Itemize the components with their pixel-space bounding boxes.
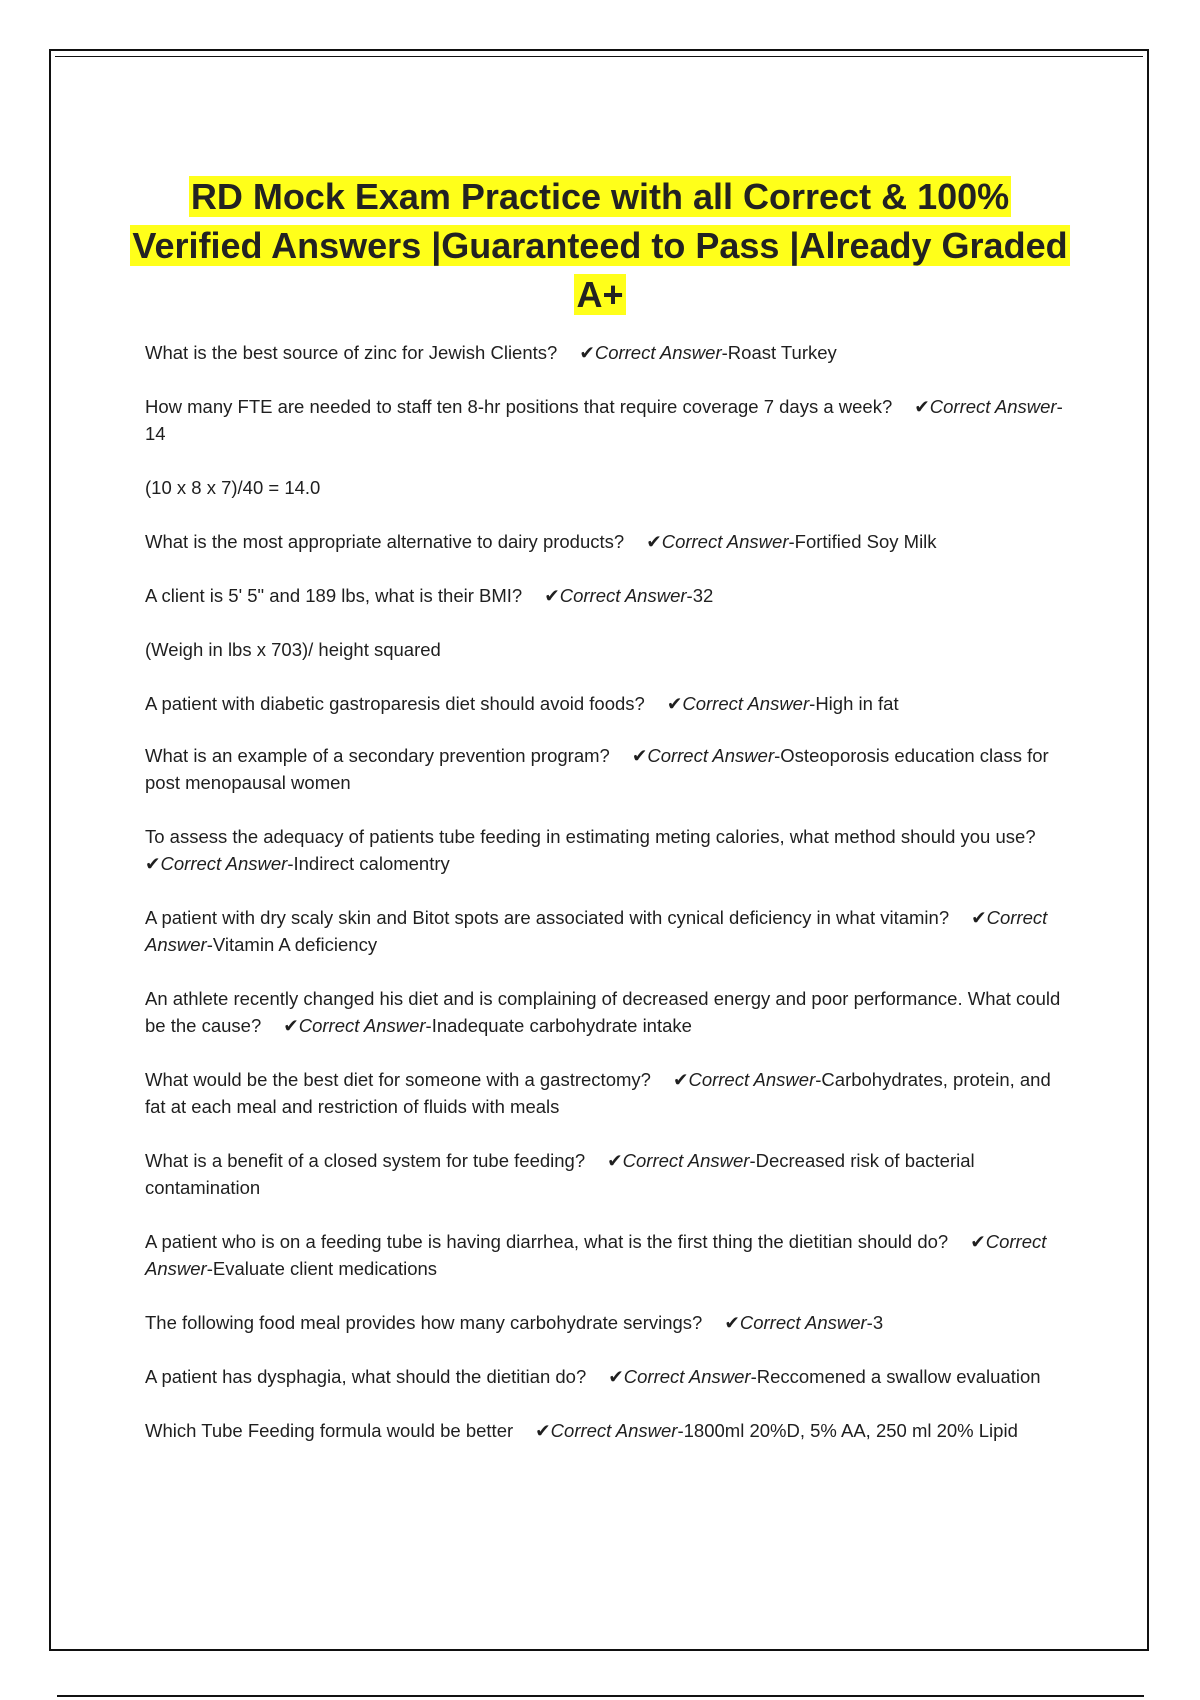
correct-answer-label: Correct Answer (929, 396, 1057, 417)
correct-answer-label: Correct Answer (688, 1069, 816, 1090)
page-bottom-rule (57, 1695, 1144, 1697)
checkmark-icon: ✔ (544, 585, 560, 606)
question-text: A patient who is on a feeding tube is having diarrhea, what is the first thing the dietitian should do? (145, 1231, 949, 1252)
qa-item: A patient has dysphagia, what should the dietitian do? ✔Correct Answer-Reccomened a swallow evaluation (145, 1366, 1041, 1387)
qa-item: An athlete recently changed his diet and is complaining of decreased energy and poor performance. What could be the cause? ✔Correct Answer-Inadequate carbohydrate intake (145, 988, 1061, 1036)
answer-text: Inadequate carbohydrate intake (431, 1015, 692, 1036)
question-text: A patient has dysphagia, what should the dietitian do? (145, 1366, 587, 1387)
question-text: A patient with diabetic gastroparesis diet should avoid foods? (145, 693, 645, 714)
qa-item: What is the most appropriate alternative to dairy products? ✔Correct Answer-Fortified Soy Milk (145, 531, 937, 552)
question-text: The following food meal provides how many carbohydrate servings? (145, 1312, 703, 1333)
qa-item: The following food meal provides how many carbohydrate servings? ✔Correct Answer-3 (145, 1312, 884, 1333)
calculation-note (145, 636, 1065, 663)
answer-text: Indirect calomentry (293, 853, 450, 874)
calculation-note (145, 474, 1065, 501)
question-text: What is the most appropriate alternative to dairy products? (145, 531, 625, 552)
answer-text: Evaluate client medications (212, 1258, 438, 1279)
answer-text: Fortified Soy Milk (794, 531, 937, 552)
correct-answer-label: Correct Answer (298, 1015, 426, 1036)
question-text: A patient with dry scaly skin and Bitot spots are associated with cynical deficiency in what vitamin? (145, 907, 950, 928)
answer-text: High in fat (815, 693, 899, 714)
checkmark-icon: ✔ (579, 342, 595, 363)
question-text: What is the best source of zinc for Jewish Clients? (145, 342, 558, 363)
answer-text: 1800ml 20%D, 5% AA, 250 ml 20% Lipid (683, 1420, 1018, 1441)
correct-answer-label: Correct Answer (682, 693, 810, 714)
note-text: (10 x 8 x 7)/40 = 14.0 (145, 477, 321, 498)
correct-answer-label: Correct Answer (550, 1420, 678, 1441)
checkmark-icon: ✔ (724, 1312, 740, 1333)
checkmark-icon: ✔ (672, 1069, 689, 1090)
qa-item: How many FTE are needed to staff ten 8-hr positions that require coverage 7 days a week? ✔Correct Answer-14 (145, 396, 1063, 444)
answer-text: Decreased risk of bacterial contamination (145, 1150, 975, 1198)
correct-answer-label: Correct Answer (661, 531, 789, 552)
checkmark-icon: ✔ (970, 1231, 986, 1252)
question-text: What is an example of a secondary prevention program? (145, 745, 610, 766)
checkmark-icon: ✔ (283, 1015, 299, 1036)
question-text: To assess the adequacy of patients tube feeding in estimating meting calories, what method should you use? (145, 826, 1036, 847)
answer-text: 3 (872, 1312, 884, 1333)
question-text: What would be the best diet for someone with a gastrectomy? (145, 1069, 651, 1090)
checkmark-icon: ✔ (646, 531, 662, 552)
correct-answer-label: Correct Answer (739, 1312, 867, 1333)
checkmark-icon: ✔ (631, 745, 648, 766)
correct-answer-label: Correct Answer (559, 585, 687, 606)
question-text: An athlete recently changed his diet and is complaining of decreased energy and poor performance. What could be the cause? (145, 988, 1061, 1036)
question-text: How many FTE are needed to staff ten 8-hr positions that require coverage 7 days a week? (145, 396, 893, 417)
answer-text: 14 (145, 423, 166, 444)
answer-text: Carbohydrates, protein, and fat at each meal and restriction of fluids with meals (145, 1069, 1051, 1117)
document-title (120, 172, 1080, 319)
correct-answer-label: Correct Answer (145, 1231, 1047, 1279)
correct-answer-label: Correct Answer (594, 342, 722, 363)
qa-item: What would be the best diet for someone with a gastrectomy? ✔Correct Answer-Carbohydrates, protein, and fat at each meal and restriction of fluids with meals (145, 1069, 1051, 1117)
qa-item: Which Tube Feeding formula would be better ✔Correct Answer-1800ml 20%D, 5% AA, 250 ml 20% Lipid (145, 1420, 1018, 1441)
answer-text: Vitamin A deficiency (212, 934, 378, 955)
question-text: Which Tube Feeding formula would be better (145, 1420, 514, 1441)
correct-answer-label: Correct Answer (647, 745, 775, 766)
qa-item: A client is 5' 5" and 189 lbs, what is their BMI? ✔Correct Answer-32 (145, 585, 714, 606)
correct-answer-label: Correct Answer (160, 853, 288, 874)
checkmark-icon: ✔ (971, 907, 987, 928)
checkmark-icon: ✔ (608, 1366, 624, 1387)
question-text: A client is 5' 5" and 189 lbs, what is their BMI? (145, 585, 523, 606)
checkmark-icon: ✔ (145, 853, 161, 874)
qa-item: A patient who is on a feeding tube is having diarrhea, what is the first thing the dietitian should do? ✔Correct Answer-Evaluate client medications (145, 1231, 1047, 1279)
note-text: (Weigh in lbs x 703)/ height squared (145, 639, 441, 660)
checkmark-icon: ✔ (535, 1420, 551, 1441)
qa-list (145, 339, 1065, 1471)
checkmark-icon: ✔ (914, 396, 930, 417)
correct-answer-label: Correct Answer (623, 1366, 751, 1387)
answer-text: 32 (692, 585, 714, 606)
answer-text: Roast Turkey (727, 342, 837, 363)
correct-answer-label: Correct Answer (145, 907, 1048, 955)
checkmark-icon: ✔ (666, 693, 683, 714)
qa-item: A patient with diabetic gastroparesis diet should avoid foods? ✔Correct Answer-High in fat (145, 693, 899, 714)
correct-answer-label: Correct Answer (622, 1150, 750, 1171)
qa-item: What is an example of a secondary prevention program? ✔Correct Answer-Osteoporosis education class for post menopausal women (145, 745, 1049, 793)
qa-item: To assess the adequacy of patients tube feeding in estimating meting calories, what method should you use?✔Correct Answer-Indirect calomentry (145, 826, 1036, 874)
page-top-rule (55, 56, 1143, 57)
checkmark-icon: ✔ (607, 1150, 623, 1171)
answer-text: Reccomened a swallow evaluation (756, 1366, 1041, 1387)
qa-item: A patient with dry scaly skin and Bitot spots are associated with cynical deficiency in what vitamin? ✔Correct Answer-Vitamin A deficiency (145, 907, 1048, 955)
title-highlight: RD Mock Exam Practice with all Correct & 100% Verified Answers |Guaranteed to Pass |Already Graded A+ (132, 176, 1068, 316)
qa-item: What is a benefit of a closed system for tube feeding? ✔Correct Answer-Decreased risk of bacterial contamination (145, 1150, 975, 1198)
qa-item: What is the best source of zinc for Jewish Clients? ✔Correct Answer-Roast Turkey (145, 342, 837, 363)
question-text: What is a benefit of a closed system for tube feeding? (145, 1150, 586, 1171)
answer-text: Osteoporosis education class for post menopausal women (145, 745, 1049, 793)
